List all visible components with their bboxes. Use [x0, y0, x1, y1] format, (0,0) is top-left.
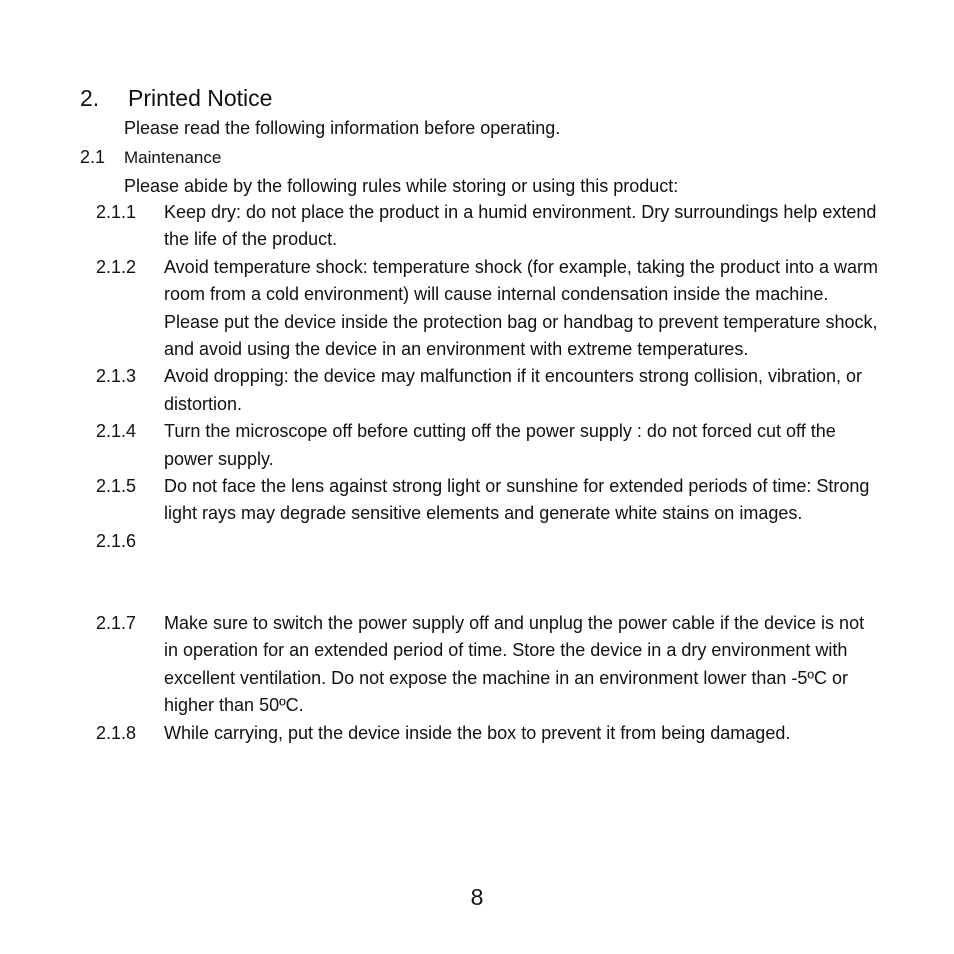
rule-text: Avoid dropping: the device may malfunction if it encounters strong collision, vibration, or distortion.: [164, 366, 863, 414]
rule-number: 2.1.1: [96, 202, 137, 222]
rule-item-2-1-7: [0, 610, 954, 720]
rule-item-2-1-3: [0, 363, 954, 418]
rule-item-2-1-5: [0, 473, 954, 528]
rule-list: [0, 199, 954, 747]
rule-item-2-1-8: [0, 720, 954, 747]
rule-number: 2.1.5: [96, 476, 137, 497]
page-number: 8: [470, 884, 484, 910]
rule-number: 2.1.8: [96, 722, 137, 743]
rule-text: While carrying, put the device inside the box to prevent it from being damaged.: [164, 722, 791, 743]
subsection-number: 2.1: [80, 147, 106, 167]
rule-item-2-1-1: [0, 199, 954, 254]
rule-item-2-1-4: [0, 418, 954, 473]
rule-item-2-1-2: [0, 254, 954, 364]
rule-number: 2.1.7: [96, 612, 137, 633]
subsection-intro: Please abide by the following rules while storing or using this product:: [124, 176, 679, 196]
section-intro: Please read the following information before operating.: [124, 118, 561, 138]
rule-number: 2.1.4: [96, 421, 137, 442]
rule-text: Avoid temperature shock: temperature shock (for example, taking the product into a warm room from a cold environment) will cause internal condensation inside the machine. Please put the device inside the protection bag or handbag to prevent temperature shock, and avoid using the device in an environment with extreme temperatures.: [164, 256, 879, 360]
section-title: Printed Notice: [128, 85, 273, 111]
rule-text: Do not face the lens against strong light or sunshine for extended periods of time: Strong light rays may degrade sensitive elements and generate white stains on images.: [164, 476, 870, 524]
rule-text: Keep dry: do not place the product in a humid environment. Dry surroundings help extend the life of the product.: [164, 202, 877, 250]
rule-text: Turn the microscope off before cutting off the power supply : do not forced cut off the power supply.: [164, 421, 836, 469]
rule-number: 2.1.2: [96, 256, 137, 277]
rule-number: 2.1.3: [96, 366, 137, 387]
section-number: 2.: [80, 85, 100, 111]
rule-text: [164, 528, 879, 610]
subsection-title: Maintenance: [124, 148, 222, 167]
rule-text: Make sure to switch the power supply off and unplug the power cable if the device is not in operation for an extended period of time. Store the device in a dry environment with excellent ventilation. Do not expose the machine in an environment lower than -5ºC or higher than 50ºC.: [164, 612, 865, 716]
rule-number: 2.1.6: [96, 530, 137, 551]
rule-item-2-1-6: [0, 528, 954, 610]
